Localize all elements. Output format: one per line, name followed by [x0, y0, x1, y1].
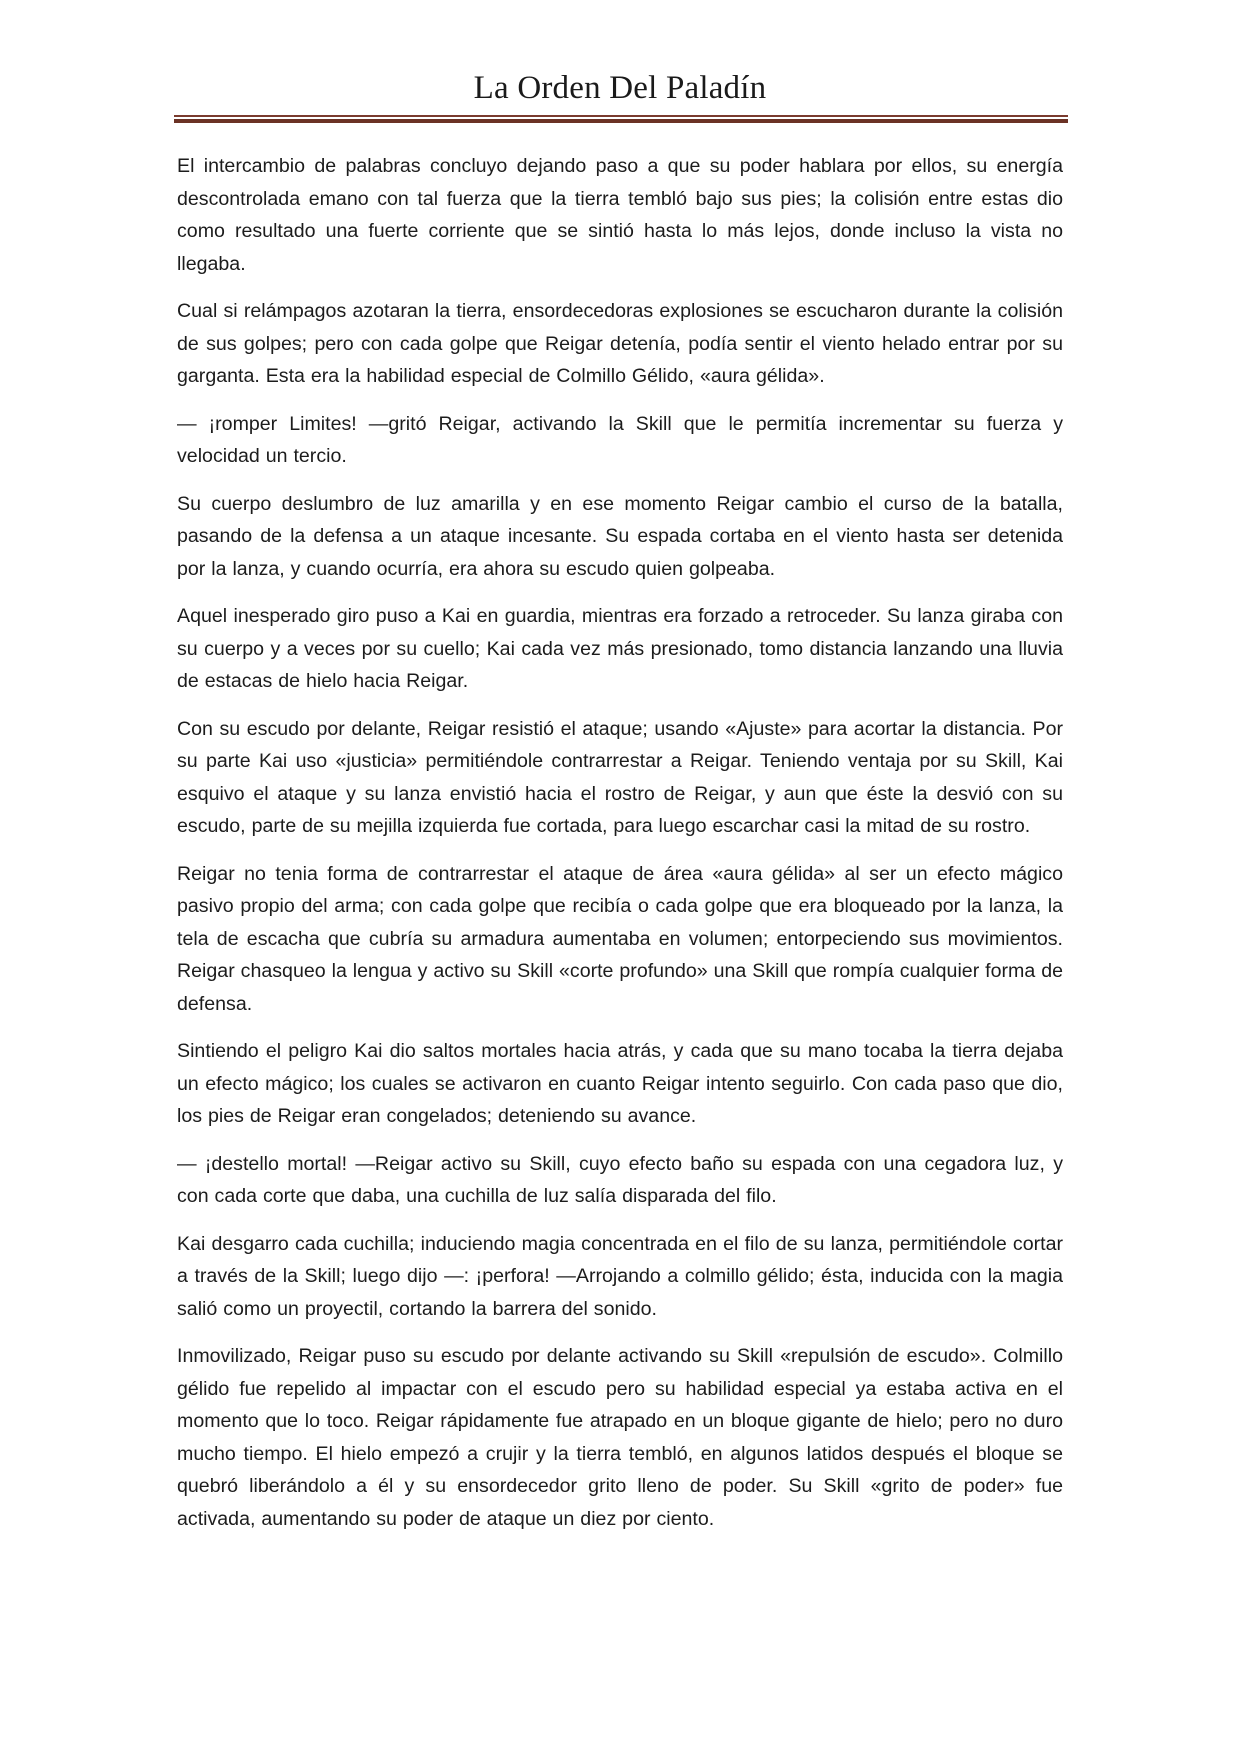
- paragraph: Inmovilizado, Reigar puso su escudo por delante activando su Skill «repulsión de escudo». Colmillo gélido fue repelido al impactar con el escudo pero su habilidad especial ya estaba activa en el momento que lo toco. Reigar rápidamente fue atrapado en un bloque gigante de hielo; pero no duro mucho tiempo. El hielo empezó a crujir y la tierra tembló, en algunos latidos después el bloque se quebró liberándolo a él y su ensordecedor grito lleno de poder. Su Skill «grito de poder» fue activada, aumentando su poder de ataque un diez por ciento.: [177, 1345, 1063, 1530]
- paragraph: Sintiendo el peligro Kai dio saltos mortales hacia atrás, y cada que su mano tocaba la tierra dejaba un efecto mágico; los cuales se activaron en cuanto Reigar intento seguirlo. Con cada paso que dio, los pies de Reigar eran congelados; deteniendo su avance.: [177, 1040, 1063, 1127]
- paragraph: — ¡romper Limites! —gritó Reigar, activando la Skill que le permitía incrementar su fuerza y velocidad un tercio.: [177, 412, 1063, 467]
- paragraph: — ¡destello mortal! —Reigar activo su Skill, cuyo efecto baño su espada con una cegadora luz, y con cada corte que daba, una cuchilla de luz salía disparada del filo.: [177, 1152, 1063, 1207]
- page-header-title: La Orden Del Paladín: [473, 70, 767, 106]
- header-rule-thin: [174, 115, 1068, 117]
- paragraph: Cual si relámpagos azotaran la tierra, ensordecedoras explosiones se escucharon durante la colisión de sus golpes; pero con cada golpe que Reigar detenía, podía sentir el viento helado entrar por su garganta. Esta era la habilidad especial de Colmillo Gélido, «aura gélida».: [177, 300, 1063, 387]
- header-rule-thick: [174, 119, 1068, 123]
- paragraph: Su cuerpo deslumbro de luz amarilla y en ese momento Reigar cambio el curso de la batalla, pasando de la defensa a un ataque incesante. Su espada cortaba en el viento hasta ser detenida por la lanza, y cuando ocurría, era ahora su escudo quien golpeaba.: [177, 492, 1063, 580]
- body-text: [177, 150, 1063, 1550]
- paragraph: Aquel inesperado giro puso a Kai en guardia, mientras era forzado a retroceder. Su lanza giraba con su cuerpo y a veces por su cuello; Kai cada vez más presionado, tomo distancia lanzando una lluvia de estacas de hielo hacia Reigar.: [177, 605, 1063, 692]
- paragraph: Con su escudo por delante, Reigar resistió el ataque; usando «Ajuste» para acortar la distancia. Por su parte Kai uso «justicia» permitiéndole contrarrestar a Reigar. Teniendo ventaja por su Skill, Kai esquivo el ataque y su lanza envistió hacia el rostro de Reigar, y aun que éste la desvió con su escudo, parte de su mejilla izquierda fue cortada, para luego escarchar casi la mitad de su rostro.: [177, 717, 1063, 837]
- paragraph: El intercambio de palabras concluyo dejando paso a que su poder hablara por ellos, su energía descontrolada emano con tal fuerza que la tierra tembló bajo sus pies; la colisión entre estas dio como resultado una fuerte corriente que se sintió hasta lo más lejos, donde incluso la vista no llegaba.: [177, 155, 1063, 275]
- paragraph: Reigar no tenia forma de contrarrestar el ataque de área «aura gélida» al ser un efecto mágico pasivo propio del arma; con cada golpe que recibía o cada golpe que era bloqueado por la lanza, la tela de escacha que cubría su armadura aumentaba en volumen; entorpeciendo sus movimientos. Reigar chasqueo la lengua y activo su Skill «corte profundo» una Skill que rompía cualquier forma de defensa.: [177, 862, 1063, 1015]
- paragraph: Kai desgarro cada cuchilla; induciendo magia concentrada en el filo de su lanza, permitiéndole cortar a través de la Skill; luego dijo —: ¡perfora! —Arrojando a colmillo gélido; ésta, inducida con la magia salió como un proyectil, cortando la barrera del sonido.: [177, 1232, 1063, 1320]
